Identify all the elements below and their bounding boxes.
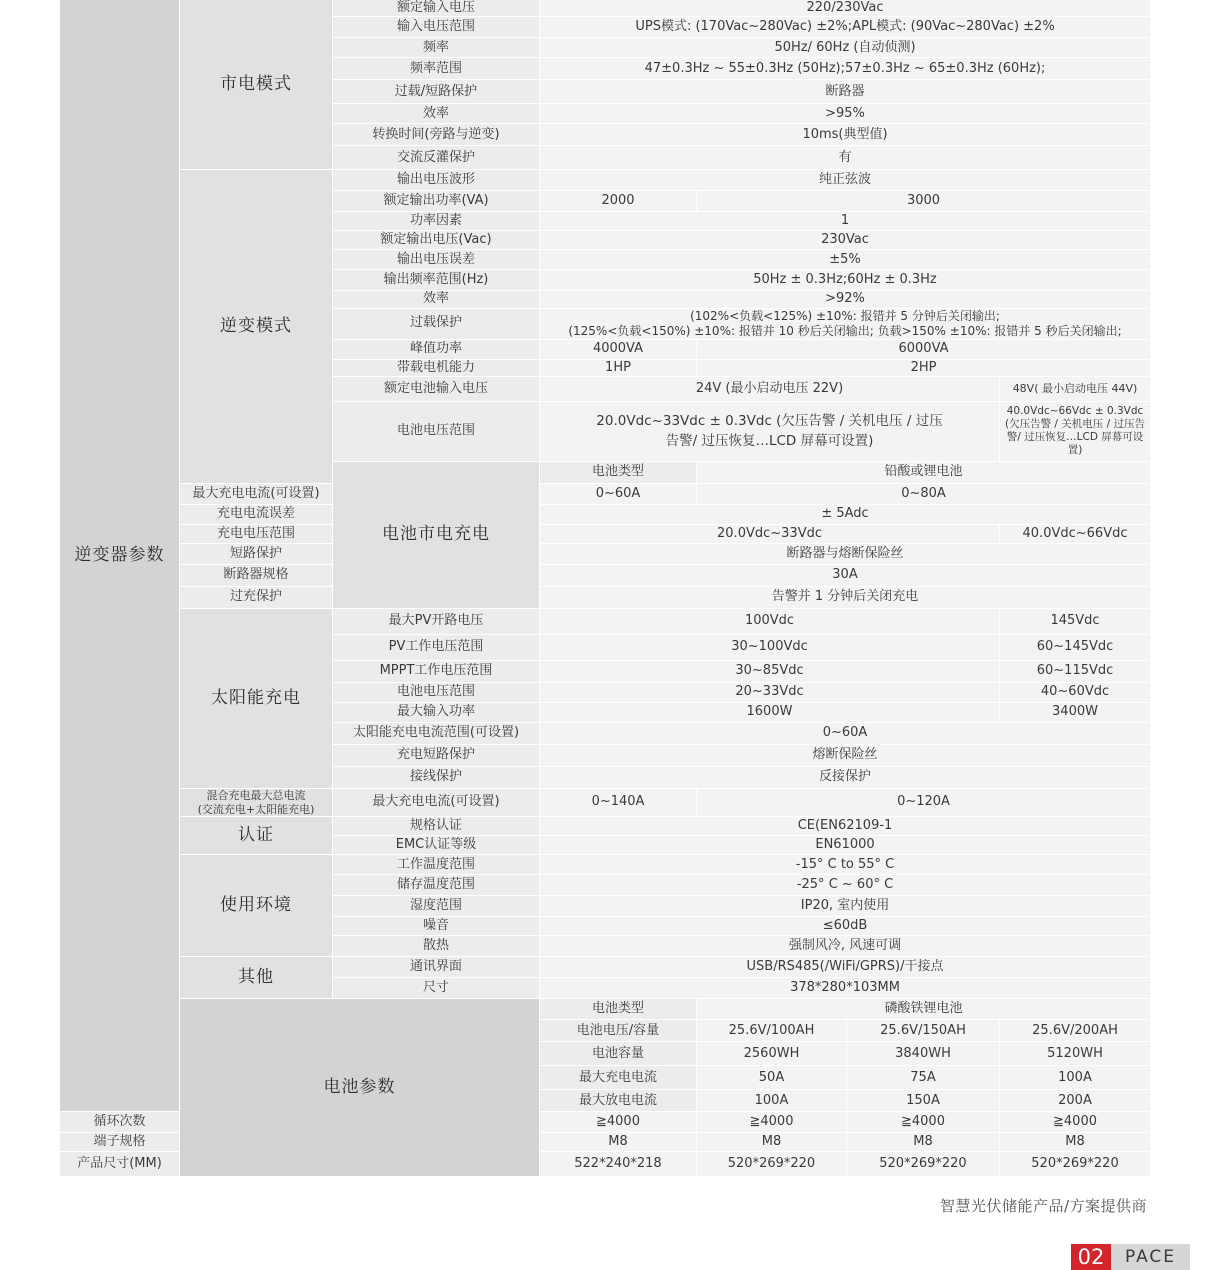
row-value: ± 5Adc	[540, 505, 1151, 525]
row-value: 50Hz/ 60Hz (自动侦测)	[540, 38, 1151, 58]
row-value: ≤60dB	[540, 917, 1151, 936]
row-value-1: 1600W	[540, 703, 1000, 723]
row-label: MPPT工作电压范围	[333, 661, 540, 683]
row-label: 额定输出电压(Vac)	[333, 231, 540, 250]
row-label: 电池容量	[540, 1042, 697, 1066]
row-label: 输出电压误差	[333, 250, 540, 270]
row-value-1: 0~60A	[540, 484, 697, 505]
row-label: 太阳能充电电流范围(可设置)	[333, 723, 540, 745]
row-value: USB/RS485(/WiFi/GPRS)/干接点	[540, 957, 1151, 978]
battery-cell: ≧4000	[697, 1112, 847, 1133]
battery-cell: 25.6V/150AH	[847, 1020, 1000, 1042]
row-label: 产品尺寸(MM)	[60, 1152, 180, 1177]
row-label: 带载电机能力	[333, 360, 540, 377]
row-value: 378*280*103MM	[540, 978, 1151, 999]
battery-cell: 25.6V/200AH	[1000, 1020, 1151, 1042]
row-label: 最大充电电流(可设置)	[333, 789, 540, 818]
row-value-1: 20.0Vdc~33Vdc ± 0.3Vdc (欠压告警 / 关机电压 / 过压告警/ 过压恢复…LCD 屏幕可设置)	[540, 402, 1000, 462]
row-label: 接线保护	[333, 767, 540, 789]
row-value: 反接保护	[540, 767, 1151, 789]
battery-cell: 150A	[847, 1090, 1000, 1112]
row-label: 输出频率范围(Hz)	[333, 270, 540, 291]
row-label: 额定电池输入电压	[333, 377, 540, 402]
battery-cell: 25.6V/100AH	[697, 1020, 847, 1042]
row-value: 告警并 1 分钟后关闭充电	[540, 587, 1151, 609]
row-label: 过充保护	[180, 587, 333, 609]
row-label: 最大PV开路电压	[333, 609, 540, 635]
subsection-inverter-mode: 逆变模式	[180, 170, 333, 484]
row-value: 1	[540, 212, 1151, 231]
overload-value	[540, 309, 1151, 340]
row-label: 噪音	[333, 917, 540, 936]
row-label: 转换时间(旁路与逆变)	[333, 124, 540, 146]
battery-cell: 520*269*220	[1000, 1152, 1151, 1177]
row-value: 断路器与熔断保险丝	[540, 544, 1151, 565]
row-label: 湿度范围	[333, 896, 540, 917]
row-value: 10ms(典型值)	[540, 124, 1151, 146]
row-value-1: 2000	[540, 191, 697, 212]
row-label: 峰值功率	[333, 340, 540, 360]
subsection-hybrid-charge: 混合充电最大总电流 (交流充电+太阳能充电)	[180, 789, 333, 818]
row-label: 最大输入功率	[333, 703, 540, 723]
row-value: 强制风冷, 风速可调	[540, 936, 1151, 957]
row-label: 电池电压范围	[333, 683, 540, 703]
row-value-2: 2HP	[697, 360, 1151, 377]
row-value-2: 0~120A	[697, 789, 1151, 818]
row-label: 储存温度范围	[333, 875, 540, 896]
row-value: -15° C to 55° C	[540, 855, 1151, 875]
row-value-2: 60~145Vdc	[1000, 635, 1151, 661]
battery-cell: 3840WH	[847, 1042, 1000, 1066]
battery-cell: 520*269*220	[697, 1152, 847, 1177]
row-value-2: 6000VA	[697, 340, 1151, 360]
row-label: 最大充电电流	[540, 1066, 697, 1090]
page-label: PACE	[1111, 1244, 1190, 1270]
row-label: 电池类型	[540, 999, 697, 1020]
row-label: 最大放电电流	[540, 1090, 697, 1112]
section-battery-params: 电池参数	[180, 999, 540, 1177]
row-value: 47±0.3Hz ~ 55±0.3Hz (50Hz);57±0.3Hz ~ 65±0.3Hz (60Hz);	[540, 58, 1151, 80]
battery-cell: 522*240*218	[540, 1152, 697, 1177]
footer-tagline: 智慧光伏储能产品/方案提供商	[939, 1197, 1147, 1215]
row-value-2: 40~60Vdc	[1000, 683, 1151, 703]
row-value-1: 30~100Vdc	[540, 635, 1000, 661]
row-value: 50Hz ± 0.3Hz;60Hz ± 0.3Hz	[540, 270, 1151, 291]
battery-cell: 5120WH	[1000, 1042, 1151, 1066]
row-label: 电池电压范围	[333, 402, 540, 462]
row-value-1: 20~33Vdc	[540, 683, 1000, 703]
page-number: 02	[1071, 1244, 1111, 1270]
row-label: 充电电压范围	[180, 525, 333, 544]
battery-cell: 200A	[1000, 1090, 1151, 1112]
row-label: 输出电压波形	[333, 170, 540, 191]
row-value-2: 3000	[697, 191, 1151, 212]
subsection-battery-mains-charge: 电池市电充电	[333, 462, 540, 609]
page-badge	[1071, 1244, 1190, 1270]
row-value-2: 0~80A	[697, 484, 1151, 505]
row-value: ±5%	[540, 250, 1151, 270]
row-value: -25° C ~ 60° C	[540, 875, 1151, 896]
row-value-1: 4000VA	[540, 340, 697, 360]
section-inverter-params: 逆变器参数	[60, 0, 180, 1112]
battery-cell: M8	[540, 1133, 697, 1152]
row-value: 有	[540, 146, 1151, 170]
row-label: 循环次数	[60, 1112, 180, 1133]
subsection-other: 其他	[180, 957, 333, 999]
row-value: UPS模式: (170Vac~280Vac) ±2%;APL模式: (90Vac~280Vac) ±2%	[540, 17, 1151, 38]
row-value-2: 3400W	[1000, 703, 1151, 723]
row-value: CE(EN62109-1	[540, 817, 1151, 836]
battery-cell: 50A	[697, 1066, 847, 1090]
row-label: 输入电压范围	[333, 17, 540, 38]
row-label: 规格认证	[333, 817, 540, 836]
row-label: 效率	[333, 291, 540, 308]
row-label: 断路器规格	[180, 565, 333, 587]
row-value-2: 48V( 最小启动电压 44V)	[1000, 377, 1151, 402]
row-value-2: 60~115Vdc	[1000, 661, 1151, 683]
row-label: 最大充电电流(可设置)	[180, 484, 333, 505]
row-label: 通讯界面	[333, 957, 540, 978]
row-label: 过载保护	[333, 309, 540, 340]
row-label: 电池电压/容量	[540, 1020, 697, 1042]
row-value: 磷酸铁锂电池	[697, 999, 1151, 1020]
row-value-2: 145Vdc	[1000, 609, 1151, 635]
row-value-1: 30~85Vdc	[540, 661, 1000, 683]
row-value: >92%	[540, 291, 1151, 308]
row-label: 短路保护	[180, 544, 333, 565]
row-value: EN61000	[540, 836, 1151, 855]
row-value-2: 40.0Vdc~66Vdc	[1000, 525, 1151, 544]
battery-cell: ≧4000	[540, 1112, 697, 1133]
row-value: 0~60A	[540, 723, 1151, 745]
subsection-certification: 认证	[180, 817, 333, 855]
subsection-mains-mode: 市电模式	[180, 0, 333, 170]
row-value: >95%	[540, 104, 1151, 124]
row-value: 220/230Vac	[540, 0, 1151, 17]
row-value: 铅酸或锂电池	[697, 462, 1151, 484]
row-label: 额定输入电压	[333, 0, 540, 17]
row-value-1: 100Vdc	[540, 609, 1000, 635]
row-label: 尺寸	[333, 978, 540, 999]
row-label: 电池类型	[540, 462, 697, 484]
row-label: 频率	[333, 38, 540, 58]
battery-cell: 100A	[1000, 1066, 1151, 1090]
row-label: 端子规格	[60, 1133, 180, 1152]
battery-cell: 75A	[847, 1066, 1000, 1090]
row-value: 30A	[540, 565, 1151, 587]
battery-cell: 520*269*220	[847, 1152, 1000, 1177]
row-label: 工作温度范围	[333, 855, 540, 875]
overload-line-2: (125%<负载<150%) ±10%: 报错并 10 秒后关闭输出; 负载>150% ±10%: 报错并 5 秒后关闭输出;	[568, 323, 1122, 338]
battery-cell: M8	[1000, 1133, 1151, 1152]
battery-cell: ≧4000	[1000, 1112, 1151, 1133]
overload-line-1: (102%<负载<125%) ±10%: 报错并 5 分钟后关闭输出;	[690, 309, 1000, 324]
row-value-1: 20.0Vdc~33Vdc	[540, 525, 1000, 544]
row-value: 纯正弦波	[540, 170, 1151, 191]
row-label: 频率范围	[333, 58, 540, 80]
subsection-solar-charge: 太阳能充电	[180, 609, 333, 789]
row-label: 额定输出功率(VA)	[333, 191, 540, 212]
row-label: 过载/短路保护	[333, 80, 540, 104]
row-value: IP20, 室内使用	[540, 896, 1151, 917]
row-label: PV工作电压范围	[333, 635, 540, 661]
row-label: 功率因素	[333, 212, 540, 231]
row-value-1: 24V (最小启动电压 22V)	[540, 377, 1000, 402]
row-label: 效率	[333, 104, 540, 124]
battery-cell: M8	[847, 1133, 1000, 1152]
row-value: 230Vac	[540, 231, 1151, 250]
spec-table	[60, 0, 1151, 1177]
row-value: 断路器	[540, 80, 1151, 104]
battery-cell: M8	[697, 1133, 847, 1152]
row-value-1: 1HP	[540, 360, 697, 377]
row-value-2: 40.0Vdc~66Vdc ± 0.3Vdc (欠压告警 / 关机电压 / 过压告警/ 过压恢复…LCD 屏幕可设置)	[1000, 402, 1151, 462]
row-label: 充电电流误差	[180, 505, 333, 525]
row-value: 熔断保险丝	[540, 745, 1151, 767]
row-label: EMC认证等级	[333, 836, 540, 855]
row-label: 交流反灌保护	[333, 146, 540, 170]
row-label: 充电短路保护	[333, 745, 540, 767]
battery-cell: ≧4000	[847, 1112, 1000, 1133]
battery-cell: 100A	[697, 1090, 847, 1112]
battery-cell: 2560WH	[697, 1042, 847, 1066]
row-value-1: 0~140A	[540, 789, 697, 818]
subsection-environment: 使用环境	[180, 855, 333, 957]
row-label: 散热	[333, 936, 540, 957]
